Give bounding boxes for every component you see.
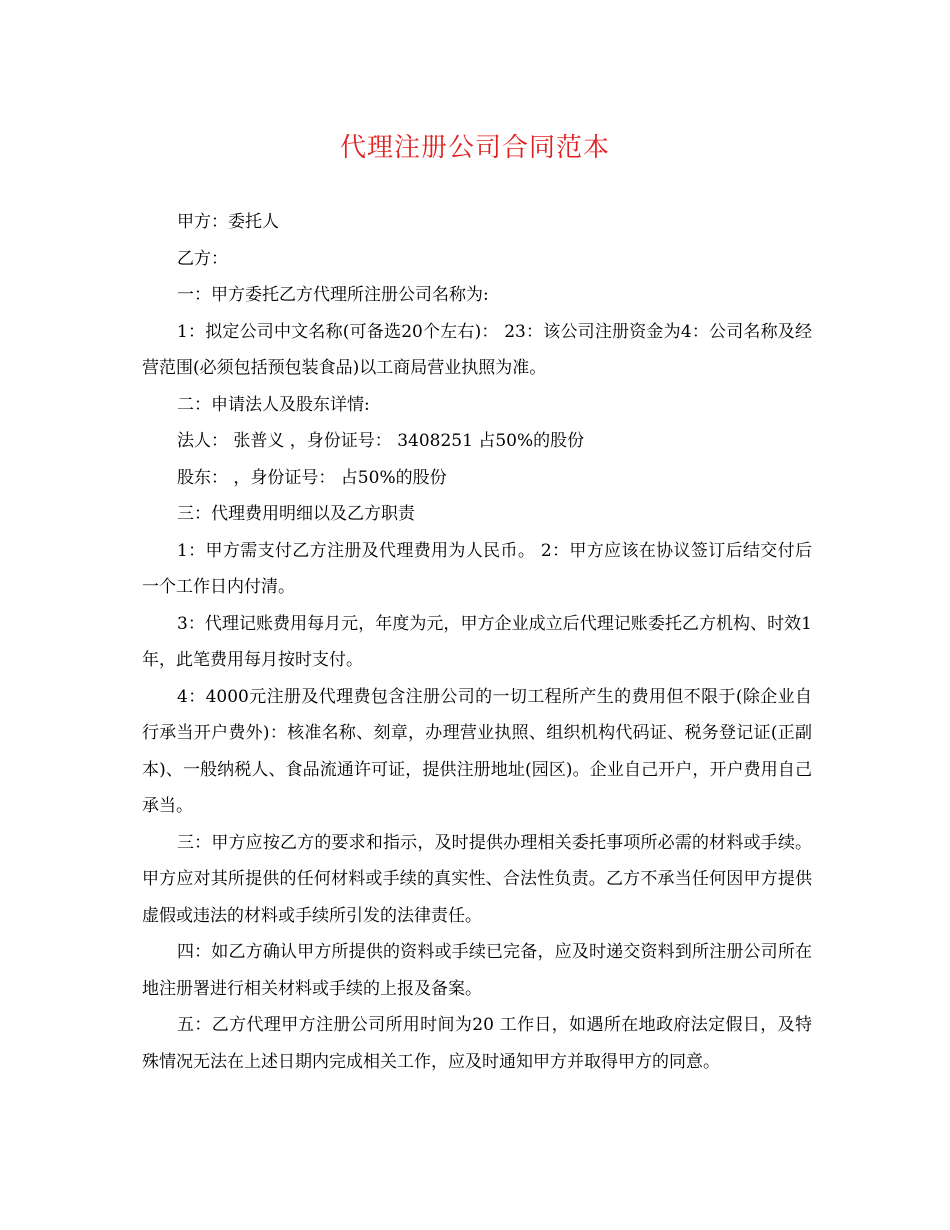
paragraph-section-1: 一：甲方委托乙方代理所注册公司名称为:: [177, 285, 489, 305]
paragraph-party-b: 乙方：: [177, 248, 228, 269]
paragraph-materials: 三：甲方应按乙方的要求和指示，及时提供办理相关委托事项所必需的材料或手续。甲方应对其所提供的任何材料或手续的真实性、合法性负责。乙方不承当任何因甲方提供虚假或违法的材料或手续所引发的法律责任。: [142, 832, 812, 926]
paragraph-company-name: 1：拟定公司中文名称(可备选20个左右)： 23：该公司注册资金为4：公司名称及经营范围(必须包括预包装食品)以工商局营业执照为准。: [142, 321, 812, 378]
paragraph-shareholder: 股东： ，身份证号： 占50%的股份: [177, 467, 447, 488]
paragraph-bookkeeping-fee: 3：代理记账费用每月元，年度为元，甲方企业成立后代理记账委托乙方机构、时效1年，此笔费用每月按时支付。: [142, 613, 812, 670]
document-title: 代理注册公司合同范本: [339, 133, 610, 163]
paragraph-section-2: 二：申请法人及股东详情:: [177, 394, 370, 415]
paragraph-fee-payment: 1：甲方需支付乙方注册及代理费用为人民币。 2：甲方应该在协议签订后结交付后一个工作日内付清。: [142, 540, 812, 597]
paragraph-legal-person: 法人： 张普义 ，身份证号： 3408251 占50%的股份: [177, 431, 585, 451]
paragraph-timeline: 五：乙方代理甲方注册公司所用时间为20 工作日，如遇所在地政府法定假日，及特殊情况无法在上述日期内完成相关工作，应及时通知甲方并取得甲方的同意。: [142, 1015, 812, 1072]
paragraph-submission: 四：如乙方确认甲方所提供的资料或手续已完备，应及时递交资料到所注册公司所在地注册署进行相关材料或手续的上报及备案。: [142, 942, 812, 999]
paragraph-party-a: 甲方：委托人: [177, 212, 279, 232]
paragraph-section-3: 三：代理费用明细以及乙方职责: [177, 504, 415, 524]
paragraph-fee-scope: 4：4000元注册及代理费包含注册公司的一切工程所产生的费用但不限于(除企业自行承当开户费外)：核准名称、刻章，办理营业执照、组织机构代码证、税务登记证(正副本)、一般纳税人、食品流通许可证，提供注册地址(园区)。企业自己开户，开户费用自己承当。: [142, 686, 812, 816]
document-body: [142, 204, 812, 1080]
